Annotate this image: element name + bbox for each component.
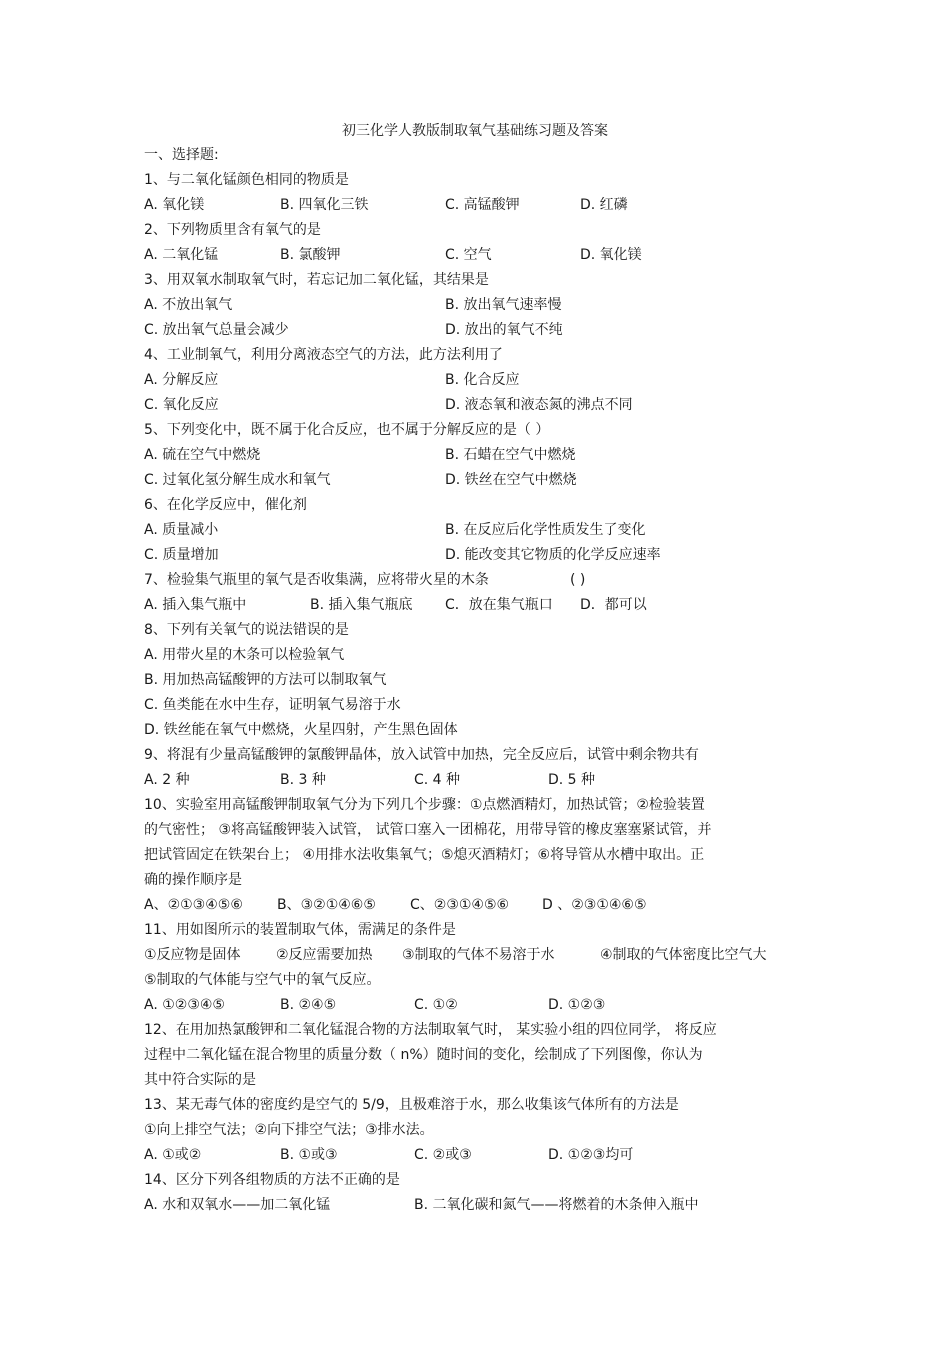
question-5-stem: 5、下列变化中，既不属于化合反应，也不属于分解反应的是（ ） [144, 422, 550, 438]
option-d: D 、②③①④⑥⑤ [542, 897, 647, 913]
option-d: D. 液态氧和液态氮的沸点不同 [445, 397, 633, 413]
question-6-options-row2 [144, 543, 814, 568]
option-d: D. 氧化镁 [580, 247, 642, 263]
option-c: C. 放出氧气总量会减少 [144, 322, 289, 338]
option-a: A. 二氧化锰 [144, 247, 219, 263]
option-c: C. 氧化反应 [144, 397, 219, 413]
question-14-stem: 14、区分下列各组物质的方法不正确的是 [144, 1172, 400, 1188]
question-9-options [144, 768, 814, 793]
question-8-stem: 8、下列有关氧气的说法错误的是 [144, 622, 349, 638]
question-13-methods: ①向上排空气法；②向下排空气法；③排水法。 [144, 1122, 434, 1138]
question-4-options-row2 [144, 393, 814, 418]
option-c: C. 4 种 [414, 772, 461, 788]
option-d: D. 能改变其它物质的化学反应速率 [445, 547, 661, 563]
option-a: A. 插入集气瓶中 [144, 597, 247, 613]
question-10-options [144, 893, 814, 918]
condition-3: ③制取的气体不易溶于水 [402, 947, 555, 963]
option-d: D. 铁丝在空气中燃烧 [445, 472, 577, 488]
option-c: C. 空气 [445, 247, 492, 263]
condition-1: ①反应物是固体 [144, 947, 241, 963]
question-2-stem: 2、下列物质里含有氧气的是 [144, 222, 321, 238]
option-c: C．放在集气瓶口 [445, 597, 553, 613]
option-a: A. 分解反应 [144, 372, 219, 388]
condition-4: ④制取的气体密度比空气大 [600, 947, 767, 963]
option-b: B. 3 种 [280, 772, 326, 788]
question-7-stem-line [144, 568, 814, 593]
option-d: D. ①②③ [548, 997, 606, 1013]
option-a: A. ①或② [144, 1147, 202, 1163]
option-b: B. 放出氧气速率慢 [445, 297, 562, 313]
question-6-stem: 6、在化学反应中，催化剂 [144, 497, 307, 513]
option-d: D. 5 种 [548, 772, 596, 788]
option-b: B. 二氧化碳和氮气——将燃着的木条伸入瓶中 [414, 1197, 699, 1213]
question-11-stem: 11、用如图所示的装置制取气体，需满足的条件是 [144, 922, 456, 938]
option-d: D．都可以 [580, 597, 647, 613]
option-b: B. ①或③ [280, 1147, 338, 1163]
question-7-options [144, 593, 814, 618]
question-14-options [144, 1193, 814, 1218]
question-12-line-3: 其中符合实际的是 [144, 1072, 256, 1088]
condition-5: ⑤制取的气体能与空气中的氧气反应。 [144, 972, 381, 988]
question-1-stem: 1、与二氧化锰颜色相同的物质是 [144, 172, 349, 188]
option-a: A. 2 种 [144, 772, 190, 788]
option-b: B、③②①④⑥⑤ [277, 897, 376, 913]
option-c: C. 高锰酸钾 [445, 197, 520, 213]
option-a: A. 不放出氧气 [144, 297, 233, 313]
condition-2: ②反应需要加热 [276, 947, 373, 963]
option-c: C. 质量增加 [144, 547, 219, 563]
question-10-line-1: 10、实验室用高锰酸钾制取氧气分为下列几个步骤：①点燃酒精灯，加热试管；②检验装置 [144, 797, 705, 813]
option-a: A. ①②③④⑤ [144, 997, 225, 1013]
option-c: C. 鱼类能在水中生存，证明氧气易溶于水 [144, 697, 401, 713]
question-3-stem: 3、用双氧水制取氧气时，若忘记加二氧化锰，其结果是 [144, 272, 489, 288]
option-a: A. 硫在空气中燃烧 [144, 447, 261, 463]
question-13-stem: 13、某无毒气体的密度约是空气的 5/9，且极难溶于水，那么收集该气体所有的方法是 [144, 1097, 679, 1113]
option-d: D. 红磷 [580, 197, 628, 213]
option-a: A. 用带火星的木条可以检验氧气 [144, 647, 345, 663]
question-4-stem: 4、工业制氧气，利用分离液态空气的方法，此方法利用了 [144, 347, 503, 363]
question-12-line-2: 过程中二氧化锰在混合物里的质量分数（ n%）随时间的变化，绘制成了下列图像，你认为 [144, 1047, 703, 1063]
option-b: B. 氯酸钾 [280, 247, 341, 263]
question-7-stem: 7、检验集气瓶里的氧气是否收集满，应将带火星的木条 [144, 572, 489, 588]
option-c: C、②③①④⑤⑥ [410, 897, 510, 913]
question-10-line-3: 把试管固定在铁架台上； ④用排水法收集氧气；⑤熄灭酒精灯；⑥将导管从水槽中取出。正 [144, 847, 705, 863]
question-12-line-1: 12、在用加热氯酸钾和二氧化锰混合物的方法制取氧气时， 某实验小组的四位同学， 将反应 [144, 1022, 717, 1038]
question-2-options [144, 243, 814, 268]
option-b: B. 石蜡在空气中燃烧 [445, 447, 576, 463]
document-title: 初三化学人教版制取氧气基础练习题及答案 [342, 123, 608, 139]
question-10-line-4: 确的操作顺序是 [144, 872, 242, 888]
option-b: B. 化合反应 [445, 372, 520, 388]
answer-blank: ( ) [570, 572, 586, 588]
option-d: D. 放出的氧气不纯 [445, 322, 563, 338]
question-11-options [144, 993, 814, 1018]
question-3-options-row2 [144, 318, 814, 343]
question-11-conditions [144, 943, 814, 968]
option-a: A. 氧化镁 [144, 197, 205, 213]
option-c: C. ①② [414, 997, 458, 1013]
question-10-line-2: 的气密性； ③将高锰酸钾装入试管， 试管口塞入一团棉花，用带导管的橡皮塞塞紧试管，并 [144, 822, 712, 838]
question-6-options-row1 [144, 518, 814, 543]
section-heading: 一、选择题: [144, 147, 219, 163]
option-c: C. 过氧化氢分解生成水和氧气 [144, 472, 331, 488]
option-c: C. ②或③ [414, 1147, 472, 1163]
option-b: B. 在反应后化学性质发生了变化 [445, 522, 646, 538]
question-3-options-row1 [144, 293, 814, 318]
option-b: B. ②④⑤ [280, 997, 337, 1013]
option-d: D. ①②③均可 [548, 1147, 634, 1163]
question-13-options [144, 1143, 814, 1168]
option-d: D. 铁丝能在氧气中燃烧，火星四射，产生黑色固体 [144, 722, 458, 738]
option-a: A、②①③④⑤⑥ [144, 897, 243, 913]
question-list [144, 143, 814, 1218]
question-9-stem: 9、将混有少量高锰酸钾的氯酸钾晶体，放入试管中加热，完全反应后，试管中剩余物共有 [144, 747, 699, 763]
question-5-options-row2 [144, 468, 814, 493]
option-b: B. 用加热高锰酸钾的方法可以制取氧气 [144, 672, 387, 688]
option-b: B. 四氧化三铁 [280, 197, 369, 213]
question-1-options [144, 193, 814, 218]
option-a: A. 水和双氧水——加二氧化锰 [144, 1197, 331, 1213]
question-5-options-row1 [144, 443, 814, 468]
option-b: B. 插入集气瓶底 [310, 597, 413, 613]
question-4-options-row1 [144, 368, 814, 393]
option-a: A. 质量减小 [144, 522, 219, 538]
